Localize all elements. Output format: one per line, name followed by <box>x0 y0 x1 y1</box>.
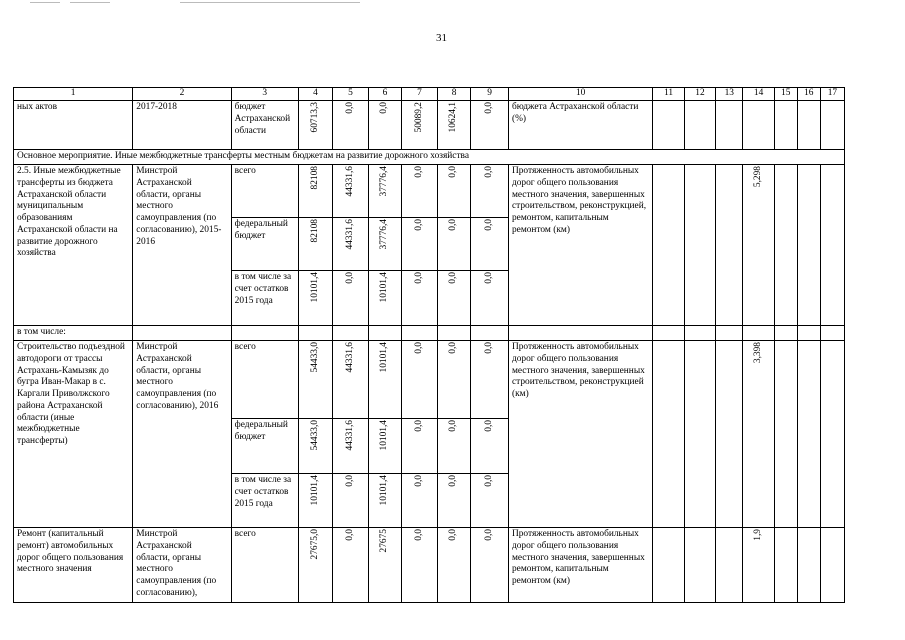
cell-value: 0,0 <box>483 475 494 487</box>
cell-value: 0,0 <box>413 219 424 231</box>
col-header: 15 <box>774 88 797 101</box>
cell-text: ных актов <box>14 101 133 150</box>
cell-text: бюджет Астраханской области <box>231 101 298 150</box>
cell-text: федеральный бюджет <box>231 419 298 474</box>
col-header: 17 <box>820 88 844 101</box>
cell-value: 0,0 <box>448 272 459 284</box>
cell-text: Ремонт (капитальный ремонт) автомобильных дорог общего пользования местного значения <box>14 528 133 603</box>
cell-value: 0,0 <box>448 219 459 231</box>
cell-text: Минстрой Астраханской области, органы местного самоуправления (по согласованию), 2016 <box>133 341 231 528</box>
cell-value: 60713,3 <box>309 102 320 133</box>
section-row <box>14 150 845 165</box>
cell-value: 0,0 <box>344 475 355 487</box>
col-header: 11 <box>653 88 684 101</box>
cell-value: 0,0 <box>413 166 424 178</box>
cell-value: 54433,0 <box>309 342 320 373</box>
cell-value: 0,0 <box>483 529 494 541</box>
cell-value: 0,0 <box>483 272 494 284</box>
cell-text: всего <box>231 341 298 419</box>
cell-value: 10101,4 <box>379 420 390 451</box>
cell-value: 0,0 <box>413 342 424 354</box>
table-row <box>14 341 845 419</box>
col-header: 8 <box>437 88 470 101</box>
cell-value: 44331,6 <box>344 219 355 250</box>
col-header: 1 <box>14 88 133 101</box>
cell-text: всего <box>231 165 298 218</box>
cell-value: 10101,4 <box>309 272 320 303</box>
cell-value: 44331,6 <box>344 166 355 197</box>
cell-text: Протяженность автомобильных дорог общего пользования местного значения, завершенных строительством, реконструкцией (км) <box>508 341 652 528</box>
col-header: 9 <box>471 88 509 101</box>
cell-text: бюджета Астраханской области (%) <box>508 101 652 150</box>
cell-value: 10624,1 <box>448 102 459 133</box>
cell-value: 44331,6 <box>344 420 355 451</box>
col-header: 5 <box>333 88 369 101</box>
cell-text: Протяженность автомобильных дорог общего пользования местного значения, завершенных ремонтом, капитальным ремонтом (км) <box>508 528 652 603</box>
cell-value: 10101,4 <box>379 272 390 303</box>
cell-value: 27675,0 <box>309 529 320 560</box>
cell-value: 0,0 <box>344 272 355 284</box>
cell-value: 44331,6 <box>344 342 355 373</box>
table-row <box>14 165 845 218</box>
cell-text: в том числе за счет остатков 2015 года <box>231 271 298 326</box>
page-number: 31 <box>436 32 447 44</box>
cell-value: 0,0 <box>344 529 355 541</box>
cell-value: 0,0 <box>448 529 459 541</box>
cell-value: 0,0 <box>448 166 459 178</box>
col-header: 7 <box>402 88 438 101</box>
cell-value: 0,0 <box>344 102 355 114</box>
cell-value: 10101,4 <box>309 475 320 506</box>
cell-value: 0,0 <box>483 342 494 354</box>
cell-value: 82108 <box>309 166 320 190</box>
cell-value: 5,298 <box>752 166 763 188</box>
cell-value: 10101,4 <box>379 342 390 373</box>
col-header: 2 <box>133 88 231 101</box>
cell-value: 0,0 <box>413 272 424 284</box>
cell-text: в том числе: <box>14 326 133 341</box>
cell-value: 3,398 <box>752 342 763 364</box>
cell-text: Минстрой Астраханской области, органы местного самоуправления (по согласованию), <box>133 528 231 603</box>
cell-text: Протяженность автомобильных дорог общего пользования местного значения, завершенных строительством, реконструкцией, ремонтом, капитальным ремонтом (км) <box>508 165 652 326</box>
cell-value: 50089,2 <box>413 102 424 133</box>
scan-artifact <box>30 2 60 3</box>
cell-value: 37776,4 <box>379 166 390 197</box>
header-row <box>14 88 845 101</box>
cell-value: 0,0 <box>483 102 494 114</box>
cell-text: в том числе за счет остатков 2015 года <box>231 474 298 528</box>
cell-value: 0,0 <box>448 420 459 432</box>
col-header: 10 <box>508 88 652 101</box>
cell-value: 0,0 <box>413 529 424 541</box>
cell-text: всего <box>231 528 298 603</box>
col-header: 6 <box>368 88 401 101</box>
cell-value: 0,0 <box>483 219 494 231</box>
cell-value: 0,0 <box>483 420 494 432</box>
cell-value: 0,0 <box>379 102 390 114</box>
cell-value: 1,9 <box>752 529 763 541</box>
cell-value: 54433,0 <box>309 420 320 451</box>
cell-value: 27675 <box>379 529 390 553</box>
scan-artifact <box>180 2 360 3</box>
cell-text: 2017-2018 <box>133 101 231 150</box>
cell-value: 10101,4 <box>379 475 390 506</box>
col-header: 14 <box>743 88 774 101</box>
cell-value: 0,0 <box>483 166 494 178</box>
section-title: Основное мероприятие. Иные межбюджетные трансферты местным бюджетам на развитие дорожного хозяйства <box>14 150 845 165</box>
cell-text: Минстрой Астраханской области, органы местного самоуправления (по согласованию), 2015-2016 <box>133 165 231 326</box>
col-header: 13 <box>716 88 743 101</box>
col-header: 12 <box>684 88 715 101</box>
program-table <box>13 87 845 603</box>
scan-artifact <box>70 2 110 3</box>
cell-value: 0,0 <box>448 475 459 487</box>
table-row <box>14 528 845 603</box>
cell-value: 0,0 <box>413 420 424 432</box>
subsection-row <box>14 326 845 341</box>
cell-text: 2.5. Иные межбюджетные трансферты из бюджета Астраханской области муниципальным образованиям Астраханской области на развитие дорожного хозяйства <box>14 165 133 326</box>
cell-value: 0,0 <box>413 475 424 487</box>
cell-text: Строительство подъездной автодороги от трассы Астрахань-Камызяк до бугра Иван-Макар в с. Каргали Приволжского района Астраханской области (иные межбюджетные трансферты) <box>14 341 133 528</box>
col-header: 16 <box>797 88 820 101</box>
table-row <box>14 101 845 150</box>
cell-value: 0,0 <box>448 342 459 354</box>
cell-text: федеральный бюджет <box>231 218 298 271</box>
col-header: 4 <box>298 88 333 101</box>
col-header: 3 <box>231 88 298 101</box>
cell-value: 37776,4 <box>379 219 390 250</box>
cell-value: 82108 <box>309 219 320 243</box>
